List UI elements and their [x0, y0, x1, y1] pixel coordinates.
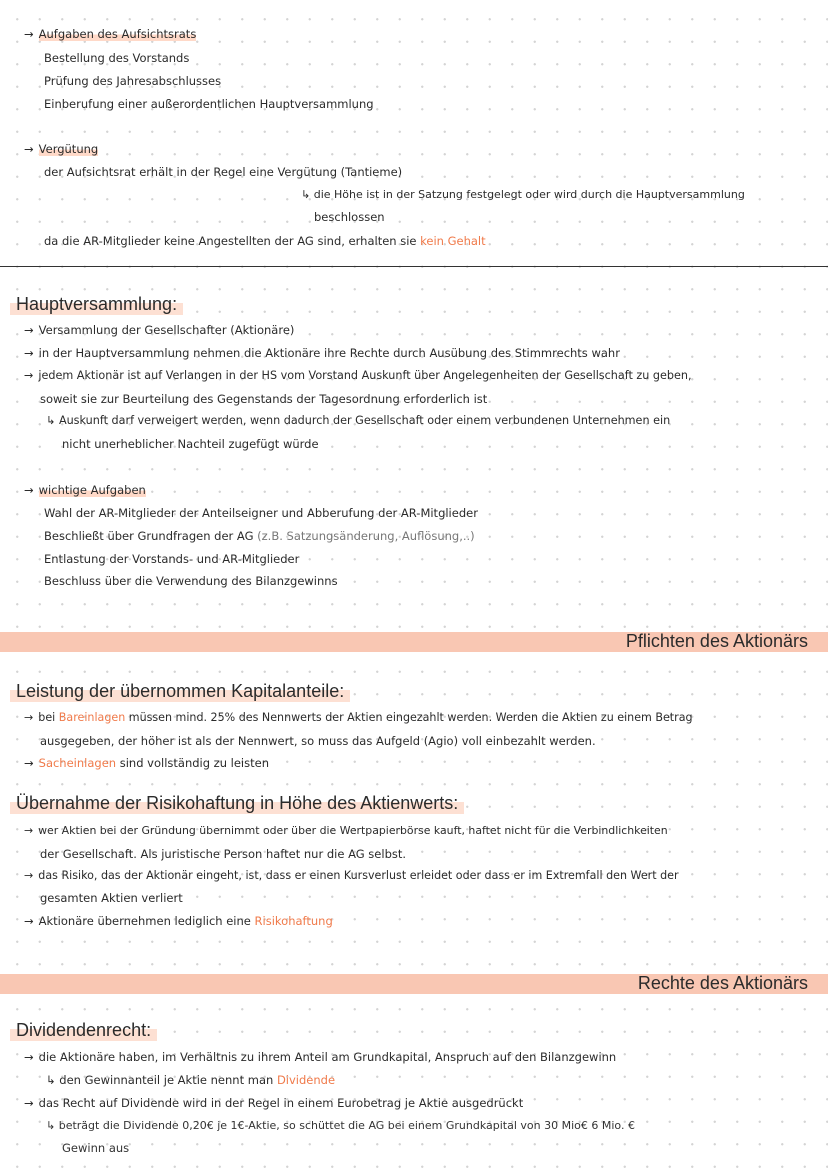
arrow-right-icon: →: [24, 756, 34, 770]
assembly-line: ↳ Auskunft darf verweigert werden, wenn dadurch der Gesellschaft oder einem verbundenen Unternehmen ein: [46, 414, 671, 427]
risk-line: gesamten Aktien verliert: [40, 891, 183, 905]
assembly-tasks-title: → wichtige Aufgaben: [24, 483, 146, 497]
supervisory-tasks-title: → Aufgaben des Aufsichtsrats: [24, 27, 197, 41]
risk-line: → das Risiko, das der Aktionär eingeht, ist, dass er einen Kursverlust erleidet oder dass er im Extremfall den Wert der: [24, 869, 679, 882]
arrow-right-icon: →: [24, 346, 34, 360]
assembly-heading: Hauptversammlung:: [10, 293, 183, 315]
rights-banner-title: Rechte des Aktionärs: [637, 973, 808, 993]
sub-arrow-icon: ↳: [46, 1119, 56, 1132]
dividend-heading: Dividendenrecht:: [10, 1019, 157, 1041]
risk-line: der Gesellschaft. Als juristische Person haftet nur die AG selbst.: [40, 847, 407, 861]
dividend-line: ↳ beträgt die Dividende 0,20€ je 1€-Aktie, so schüttet die AG bei einem Grundkapital von 30 Mio€ 6 Mio. €: [46, 1119, 635, 1132]
arrow-right-icon: →: [24, 1050, 34, 1064]
supervisory-task: Bestellung des Vorstands: [44, 51, 190, 65]
arrow-right-icon: →: [24, 27, 34, 41]
assembly-task: Wahl der AR-Mitglieder der Anteilseigner und Abberufung der AR-Mitglieder: [44, 506, 478, 520]
supervisory-task: Einberufung einer außerordentlichen Hauptversammlung: [44, 97, 374, 111]
risk-heading: Übernahme der Risikohaftung in Höhe des Aktienwerts:: [10, 792, 464, 814]
arrow-right-icon: →: [24, 142, 34, 156]
arrow-right-icon: →: [24, 369, 34, 382]
capital-line: → Sacheinlagen sind vollständig zu leisten: [24, 756, 269, 770]
pay-line: ↳ die Höhe ist in der Satzung festgelegt oder wird durch die Hauptversammlung: [301, 188, 745, 201]
sub-arrow-icon: ↳: [301, 188, 311, 201]
sub-arrow-icon: ↳: [46, 1073, 56, 1087]
assembly-line: → Versammlung der Gesellschafter (Aktionäre): [24, 323, 295, 337]
pay-line: beschlossen: [314, 210, 385, 224]
assembly-line: → in der Hauptversammlung nehmen die Aktionäre ihre Rechte durch Ausübung des Stimmrechts wahr: [24, 346, 620, 360]
arrow-right-icon: →: [24, 1096, 34, 1110]
assembly-task: Beschließt über Grundfragen der AG (z.B. Satzungsänderung, Auflösung,..): [44, 529, 475, 543]
arrow-right-icon: →: [24, 323, 34, 337]
dividend-line: → das Recht auf Dividende wird in der Regel in einem Eurobetrag je Aktie ausgedrückt: [24, 1096, 524, 1110]
dividend-line: Gewinn aus: [62, 1141, 130, 1155]
supervisory-task: Prüfung des Jahresabschlusses: [44, 74, 222, 88]
supervisory-pay-title: → Vergütung: [24, 142, 99, 156]
capital-heading: Leistung der übernommen Kapitalanteile:: [10, 680, 350, 702]
arrow-right-icon: →: [24, 483, 34, 497]
arrow-right-icon: →: [24, 914, 34, 928]
risk-line: → wer Aktien bei der Gründung übernimmt oder über die Wertpapierbörse kauft, haftet nicht für die Verbindlichkeiten: [24, 824, 668, 837]
assembly-task: Beschluss über die Verwendung des Bilanzgewinns: [44, 574, 338, 588]
capital-line: → bei Bareinlagen müssen mind. 25% des Nennwerts der Aktien eingezahlt werden. Werden die Aktien zu einem Betrag: [24, 711, 693, 724]
duties-banner: [0, 632, 828, 652]
pay-line: da die AR-Mitglieder keine Angestellten der AG sind, erhalten sie kein Gehalt: [44, 234, 486, 248]
duties-banner-title: Pflichten des Aktionärs: [625, 631, 808, 651]
sub-arrow-icon: ↳: [46, 414, 56, 427]
capital-line: ausgegeben, der höher ist als der Nennwert, so muss das Aufgeld (Agio) voll einbezahlt werden.: [40, 734, 596, 748]
assembly-line: soweit sie zur Beurteilung des Gegenstands der Tagesordnung erforderlich ist: [40, 392, 488, 406]
dividend-line: → die Aktionäre haben, im Verhältnis zu ihrem Anteil am Grundkapital, Anspruch auf den Bilanzgewinn: [24, 1050, 617, 1064]
assembly-task: Entlastung der Vorstands- und AR-Mitglieder: [44, 552, 300, 566]
pay-line: der Aufsichtsrat erhält in der Regel eine Vergütung (Tantieme): [44, 165, 403, 179]
assembly-line: nicht unerheblicher Nachteil zugefügt würde: [62, 437, 319, 451]
arrow-right-icon: →: [24, 824, 34, 837]
assembly-line: → jedem Aktionär ist auf Verlangen in der HS vom Vorstand Auskunft über Angelegenheiten der Gesellschaft zu geben,: [24, 369, 692, 382]
arrow-right-icon: →: [24, 869, 34, 882]
arrow-right-icon: →: [24, 711, 34, 724]
risk-line: → Aktionäre übernehmen lediglich eine Risikohaftung: [24, 914, 333, 928]
rights-banner: [0, 974, 828, 994]
dividend-line: ↳ den Gewinnanteil je Aktie nennt man Dividende: [46, 1073, 336, 1087]
section-divider: [0, 266, 828, 267]
